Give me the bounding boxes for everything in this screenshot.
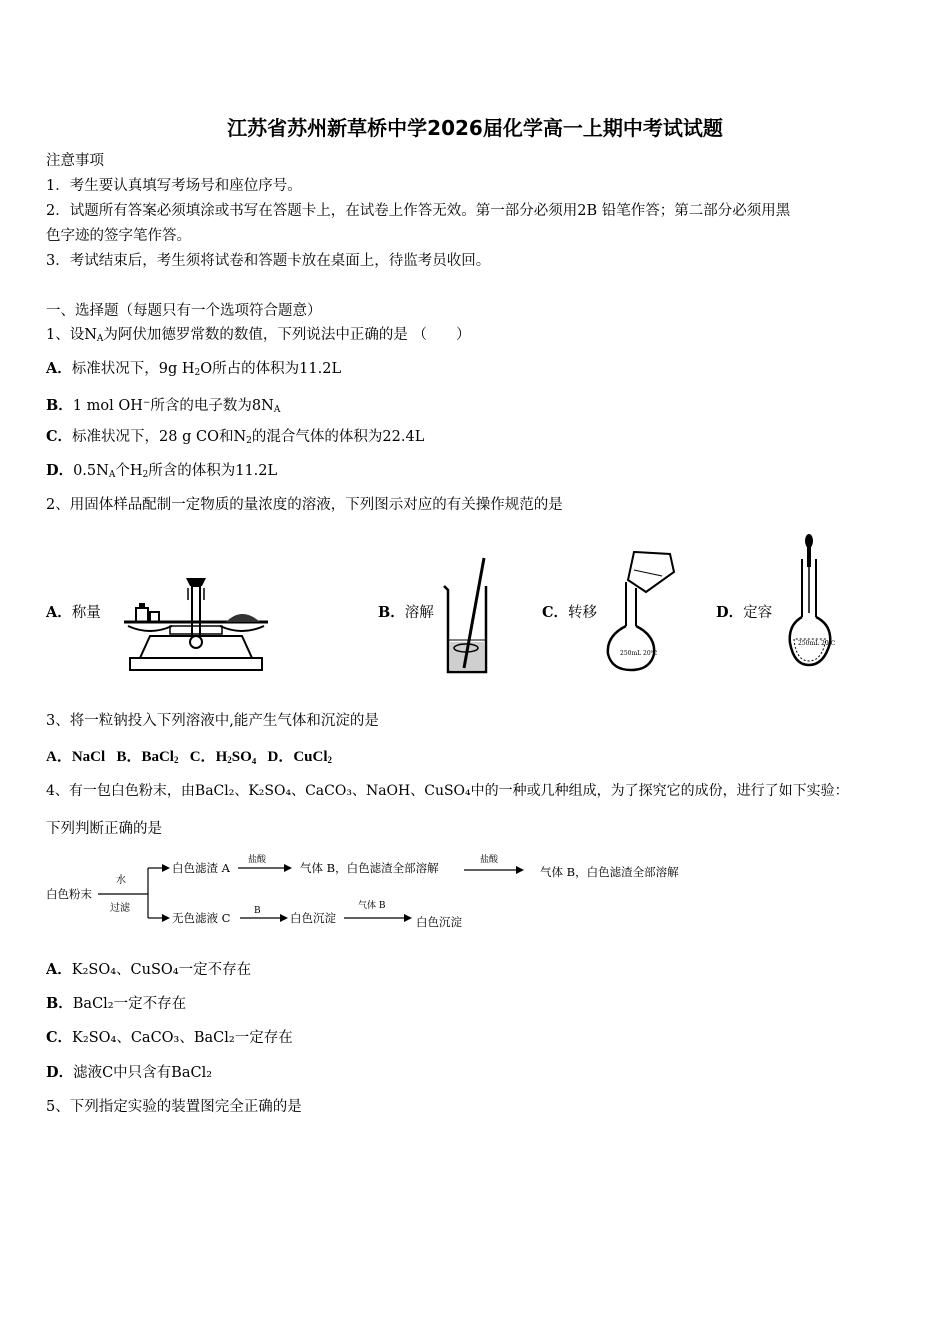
q1-option-d-letter: D． (46, 462, 74, 479)
flow-arrow-acid2-head (516, 866, 524, 874)
transfer-flask-label: 250mL 20℃ (620, 650, 658, 657)
q4-option-c-text: K₂SO₄、CaCO₃、BaCl₂一定存在 (72, 1030, 293, 1046)
q4-option-a-text: K₂SO₄、CuSO₄一定不存在 (71, 962, 252, 978)
q2-option-d-letter: D． (716, 604, 744, 621)
q2-option-c (542, 604, 597, 622)
q4-option-b-text: BaCl₂一定不存在 (72, 996, 187, 1012)
flow-b-label: B (254, 906, 261, 916)
flow-white-ppt2: 白色沉淀 (416, 915, 462, 929)
flow-result1: 气体 B，白色滤渣全部溶解 (300, 861, 439, 875)
q1-stem-b: 为阿伏加德罗常数的数值，下列说法中正确的是 （ ） (103, 327, 471, 343)
notice-item-2: 2．试题所有答案必须填涂或书写在答题卡上，在试卷上作答无效。第一部分必须用2B 铅笔作答；第二部分必须用黑 (46, 203, 791, 219)
q1-option-d (46, 462, 277, 484)
q2-option-a-text: 称量 (71, 605, 101, 621)
q1-option-b-text: 1 mol OH (72, 398, 143, 414)
q3-option-b (116, 749, 178, 765)
flow-start: 白色粉末 (46, 887, 92, 901)
q1-option-c-sub: 2 (246, 436, 252, 446)
q2-option-d-text: 定容 (743, 605, 773, 621)
q3-option-c-letter: C． (189, 749, 216, 765)
flow-arrow-acid1-head (284, 864, 292, 872)
q2-option-c-letter: C． (542, 604, 569, 621)
q1-option-b-sub: A (273, 405, 281, 415)
q3-option-d-letter: D． (267, 749, 294, 765)
q2-option-b-text: 溶解 (404, 605, 434, 621)
q3-option-c (190, 749, 257, 765)
q1-option-b-text2: 所含的电子数为8N (150, 398, 274, 414)
flow-water: 水 (116, 875, 126, 886)
q3-option-b-text: BaCl (141, 749, 174, 765)
q3-option-b-letter: B． (116, 749, 142, 765)
transfer-illustration (604, 550, 676, 676)
flow-white-ppt1: 白色沉淀 (290, 911, 336, 925)
q4-option-d-text: 滤液C中只含有BaCl₂ (73, 1065, 213, 1081)
q3-option-a-letter: A． (46, 749, 72, 765)
section-heading: 一、选择题（每题只有一个选项符合题意） (46, 303, 322, 319)
q2-stem: 2、用固体样品配制一定物质的量浓度的溶液，下列图示对应的有关操作规范的是 (46, 497, 563, 513)
q1-option-d-text: 0.5N (73, 463, 109, 479)
flow-gas-b: 气体 B (358, 901, 386, 911)
beaker-illustration (440, 556, 492, 676)
q3-option-d (268, 749, 333, 765)
q1-stem-sub: A (96, 334, 104, 344)
q4-option-c-letter: C． (46, 1029, 73, 1046)
q1-option-d-text2: 个H (115, 463, 143, 479)
q3-option-a-text: NaCl (71, 749, 106, 765)
q2-option-b (378, 604, 434, 622)
q1-stem-a: 1、设N (46, 327, 97, 343)
dropper-illustration (786, 533, 838, 669)
q4-flow-diagram (44, 852, 744, 934)
q5-stem: 5、下列指定实验的装置图完全正确的是 (46, 1099, 302, 1115)
q4-option-b-letter: B． (46, 995, 73, 1012)
q2-option-a (46, 604, 101, 622)
q1-option-b (46, 394, 280, 419)
q3-option-d-text: CuCl (293, 749, 328, 765)
q1-option-d-text3: 所含的体积为11.2L (148, 463, 278, 479)
flow-branch-bottom-arrow (162, 914, 170, 922)
flow-result2: 气体 B，白色滤渣全部溶解 (540, 865, 679, 879)
q4-option-a (46, 961, 251, 979)
flow-precip-a: 白色滤渣 A (172, 861, 230, 875)
q1-option-b-letter: B． (46, 397, 73, 414)
q3-option-c-sub: 2 (227, 755, 232, 765)
q1-option-d-sub2: 2 (142, 470, 149, 480)
q3-stem: 3、将一粒钠投入下列溶液中,能产生气体和沉淀的是 (46, 713, 379, 729)
balance-illustration (120, 576, 272, 674)
flow-branch-top-arrow (162, 864, 170, 872)
q1-option-a-text: 标准状况下，9g H (71, 361, 195, 377)
q4-stem-line1: 4、有一包白色粉末，由BaCl₂、K₂SO₄、CaCO₃、NaOH、CuSO₄中的一种或几种组成，为了探究它的成份，进行了如下实验： (46, 783, 849, 799)
q1-option-b-sup: − (142, 398, 151, 408)
q4-option-b (46, 995, 186, 1013)
dropper-flask-label: 250mL 20℃ (798, 640, 836, 647)
notice-item-1: 1．考生要认真填写考场号和座位序号。 (46, 178, 302, 194)
q4-option-a-letter: A． (46, 961, 72, 978)
flow-acid2: 盐酸 (480, 855, 499, 865)
q3-option-a (46, 749, 105, 765)
q3-option-b-sub: 2 (173, 755, 179, 765)
q1-option-a-sub: 2 (194, 368, 201, 378)
notice-item-2-cont: 色字迹的签字笔作答。 (46, 228, 191, 244)
q3-options (46, 748, 332, 769)
page-title: 江苏省苏州新草桥中学2026届化学高一上期中考试试题 (227, 116, 723, 140)
flow-arrow-b-head (280, 914, 288, 922)
q1-option-a (46, 360, 341, 382)
q2-option-b-letter: B． (378, 604, 405, 621)
q2-option-d (716, 604, 772, 622)
flow-arrow-gas-b-head (404, 914, 412, 922)
q3-option-d-sub: 2 (327, 755, 333, 765)
notice-heading: 注意事项 (46, 153, 104, 169)
q1-stem (46, 326, 471, 348)
q2-option-a-letter: A． (46, 604, 72, 621)
q4-option-d (46, 1064, 212, 1082)
q1-option-c-letter: C． (46, 428, 73, 445)
q1-option-c-text2: 的混合气体的体积为22.4L (251, 429, 425, 445)
q2-option-c-text: 转移 (568, 605, 598, 621)
q1-option-c-text: 标准状况下，28 g CO和N (72, 429, 247, 445)
q3-option-c-text: H (215, 749, 228, 765)
q3-option-c-text2: SO₄ (231, 749, 257, 765)
notice-item-3: 3．考试结束后，考生须将试卷和答题卡放在桌面上，待监考员收回。 (46, 253, 491, 269)
q1-option-c (46, 428, 424, 450)
flow-acid1: 盐酸 (248, 855, 267, 865)
q1-option-d-sub1: A (108, 470, 116, 480)
flow-filter: 过滤 (110, 903, 130, 914)
q1-option-a-letter: A． (46, 360, 72, 377)
q4-stem-line2: 下列判断正确的是 (46, 821, 162, 837)
q1-option-a-text2: O所占的体积为11.2L (200, 361, 342, 377)
q4-option-c (46, 1029, 293, 1047)
flow-filtrate-c: 无色滤液 C (172, 911, 231, 925)
q4-option-d-letter: D． (46, 1064, 74, 1081)
